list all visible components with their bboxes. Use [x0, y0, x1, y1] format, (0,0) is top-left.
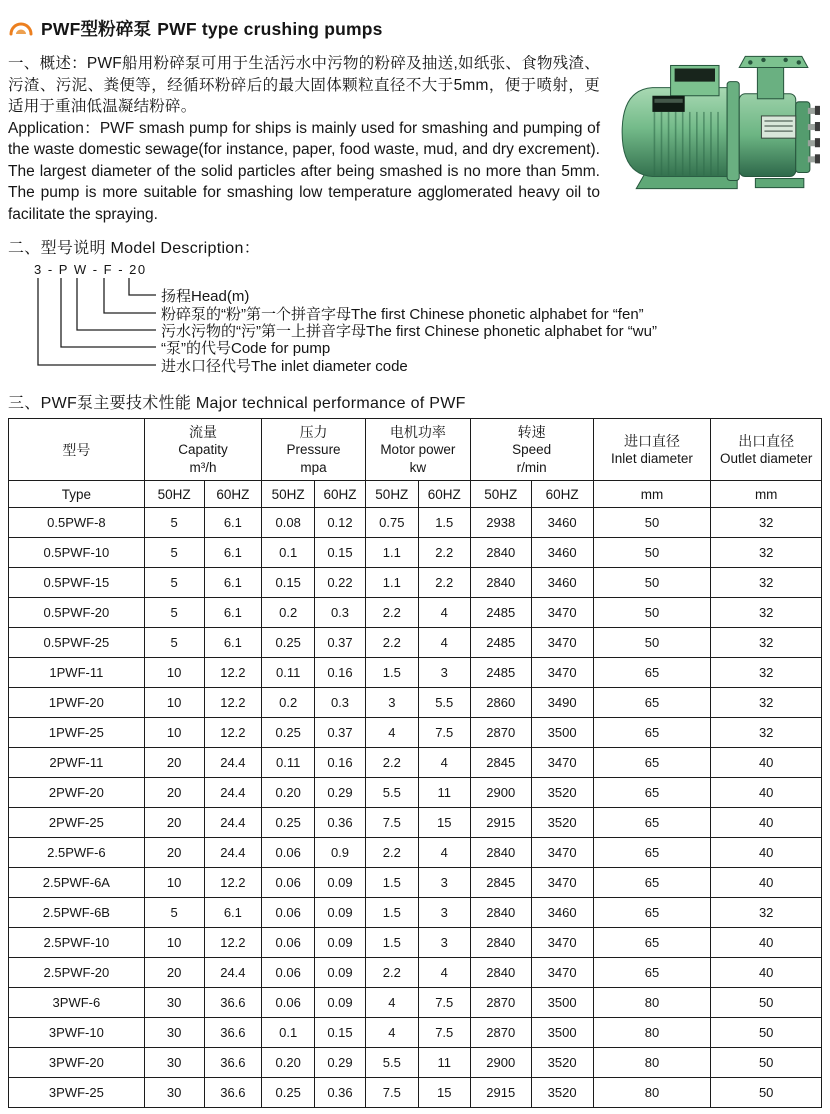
value-cell: 65	[593, 688, 711, 718]
table-row	[9, 928, 822, 958]
value-cell: 2900	[470, 778, 531, 808]
value-cell: 5.5	[365, 778, 418, 808]
model-cell: 0.5PWF-15	[9, 568, 145, 598]
value-cell: 30	[144, 1018, 204, 1048]
value-cell: 3460	[531, 508, 593, 538]
value-cell: 24.4	[204, 958, 262, 988]
value-cell: 50	[593, 628, 711, 658]
value-cell: 7.5	[418, 718, 470, 748]
value-cell: 0.08	[262, 508, 315, 538]
value-cell: 12.2	[204, 868, 262, 898]
model-cell: 2.5PWF-20	[9, 958, 145, 988]
value-cell: 2870	[470, 988, 531, 1018]
performance-table	[8, 418, 822, 1108]
value-cell: 10	[144, 718, 204, 748]
value-cell: 2.2	[365, 958, 418, 988]
value-cell: 20	[144, 808, 204, 838]
value-cell: 40	[711, 778, 822, 808]
value-cell: 0.15	[315, 538, 366, 568]
value-cell: 80	[593, 988, 711, 1018]
value-cell: 50	[711, 1018, 822, 1048]
value-cell: 5	[144, 598, 204, 628]
value-cell: 40	[711, 928, 822, 958]
model-cell: 2PWF-11	[9, 748, 145, 778]
value-cell: 0.3	[315, 688, 366, 718]
value-cell: 32	[711, 538, 822, 568]
value-cell: 2485	[470, 658, 531, 688]
table-row	[9, 868, 822, 898]
model-code-label-pump: “泵”的代号Code for pump	[161, 340, 331, 357]
value-cell: 0.3	[315, 598, 366, 628]
value-cell: 50	[593, 508, 711, 538]
value-cell: 65	[593, 838, 711, 868]
subheader-50hz: 50HZ	[470, 481, 531, 508]
table-subheader-row	[9, 481, 822, 508]
value-cell: 2840	[470, 898, 531, 928]
value-cell: 65	[593, 658, 711, 688]
value-cell: 0.2	[262, 598, 315, 628]
page-title	[41, 16, 383, 41]
value-cell: 2.2	[418, 538, 470, 568]
table-row	[9, 838, 822, 868]
value-cell: 3460	[531, 538, 593, 568]
value-cell: 3470	[531, 868, 593, 898]
value-cell: 0.22	[315, 568, 366, 598]
value-cell: 12.2	[204, 928, 262, 958]
value-cell: 2860	[470, 688, 531, 718]
overview-text-zh: 一、概述：PWF船用粉碎泵可用于生活污水中污物的粉碎及抽送,如纸张、食物残渣、污渣、污泥、粪便等，经循环粉碎后的最大固体颗粒直径不大于5mm，便于喷射，更适用于重油低温凝结粉碎。	[8, 55, 600, 115]
model-code-label-wu: 污水污物的“污”第一上拼音字母The first Chinese phonetic alphabet for “wu”	[161, 323, 657, 340]
value-cell: 20	[144, 778, 204, 808]
value-cell: 2900	[470, 1048, 531, 1078]
value-cell: 36.6	[204, 1078, 262, 1108]
value-cell: 0.37	[315, 718, 366, 748]
table-row	[9, 598, 822, 628]
pump-image	[608, 53, 822, 197]
model-cell: 2.5PWF-6A	[9, 868, 145, 898]
value-cell: 7.5	[365, 808, 418, 838]
value-cell: 50	[593, 598, 711, 628]
value-cell: 0.09	[315, 928, 366, 958]
value-cell: 0.09	[315, 958, 366, 988]
value-cell: 5	[144, 898, 204, 928]
value-cell: 50	[711, 1078, 822, 1108]
value-cell: 4	[418, 748, 470, 778]
value-cell: 1.5	[365, 658, 418, 688]
model-cell: 3PWF-25	[9, 1078, 145, 1108]
value-cell: 0.9	[315, 838, 366, 868]
value-cell: 6.1	[204, 598, 262, 628]
model-description-section	[8, 235, 822, 380]
value-cell: 65	[593, 868, 711, 898]
value-cell: 11	[418, 1048, 470, 1078]
value-cell: 36.6	[204, 1018, 262, 1048]
value-cell: 24.4	[204, 748, 262, 778]
group-header-outlet-diameter: 出口直径 Outlet diameter	[711, 419, 822, 481]
value-cell: 80	[593, 1078, 711, 1108]
value-cell: 0.25	[262, 718, 315, 748]
value-cell: 3490	[531, 688, 593, 718]
model-cell: 1PWF-20	[9, 688, 145, 718]
value-cell: 3	[418, 928, 470, 958]
value-cell: 0.11	[262, 748, 315, 778]
value-cell: 10	[144, 928, 204, 958]
value-cell: 36.6	[204, 988, 262, 1018]
value-cell: 2.2	[365, 628, 418, 658]
subheader-60hz: 60HZ	[315, 481, 366, 508]
model-cell: 0.5PWF-25	[9, 628, 145, 658]
value-cell: 32	[711, 688, 822, 718]
value-cell: 5	[144, 538, 204, 568]
subheader-60hz: 60HZ	[418, 481, 470, 508]
value-cell: 3470	[531, 598, 593, 628]
value-cell: 80	[593, 1048, 711, 1078]
performance-section	[8, 390, 822, 1108]
subheader-60hz: 60HZ	[531, 481, 593, 508]
value-cell: 0.11	[262, 658, 315, 688]
value-cell: 10	[144, 658, 204, 688]
value-cell: 1.1	[365, 568, 418, 598]
model-cell: 3PWF-6	[9, 988, 145, 1018]
value-cell: 0.15	[262, 568, 315, 598]
value-cell: 0.36	[315, 1078, 366, 1108]
group-header-capacity: 流量 Capatity m³/h	[144, 419, 261, 481]
value-cell: 2870	[470, 718, 531, 748]
value-cell: 50	[711, 1048, 822, 1078]
value-cell: 24.4	[204, 808, 262, 838]
value-cell: 0.06	[262, 988, 315, 1018]
table-row	[9, 1078, 822, 1108]
value-cell: 32	[711, 598, 822, 628]
model-cell: 1PWF-25	[9, 718, 145, 748]
page-header	[8, 16, 822, 41]
value-cell: 0.06	[262, 838, 315, 868]
model-cell: 0.5PWF-8	[9, 508, 145, 538]
value-cell: 50	[593, 538, 711, 568]
value-cell: 0.37	[315, 628, 366, 658]
model-code-label-inlet: 进水口径代号The inlet diameter code	[161, 358, 408, 375]
value-cell: 0.25	[262, 1078, 315, 1108]
model-code-label-head: 扬程Head(m)	[161, 288, 250, 305]
value-cell: 65	[593, 718, 711, 748]
value-cell: 4	[418, 628, 470, 658]
model-cell: 3PWF-20	[9, 1048, 145, 1078]
model-cell: 0.5PWF-10	[9, 538, 145, 568]
value-cell: 30	[144, 988, 204, 1018]
value-cell: 3460	[531, 898, 593, 928]
table-row	[9, 988, 822, 1018]
value-cell: 2840	[470, 538, 531, 568]
value-cell: 5	[144, 508, 204, 538]
value-cell: 3500	[531, 988, 593, 1018]
value-cell: 36.6	[204, 1048, 262, 1078]
value-cell: 2915	[470, 1078, 531, 1108]
model-description-heading: 二、型号说明 Model Description：	[8, 240, 260, 257]
value-cell: 1.5	[418, 508, 470, 538]
value-cell: 65	[593, 898, 711, 928]
value-cell: 20	[144, 748, 204, 778]
value-cell: 1.5	[365, 928, 418, 958]
subheader-mm: mm	[711, 481, 822, 508]
model-code-label-fen: 粉碎泵的“粉”第一个拼音字母The first Chinese phonetic alphabet for “fen”	[161, 306, 644, 323]
value-cell: 24.4	[204, 838, 262, 868]
value-cell: 3470	[531, 838, 593, 868]
value-cell: 20	[144, 958, 204, 988]
table-row	[9, 808, 822, 838]
value-cell: 2938	[470, 508, 531, 538]
value-cell: 0.15	[315, 1018, 366, 1048]
group-header-speed: 转速 Speed r/min	[470, 419, 593, 481]
model-cell: 2PWF-20	[9, 778, 145, 808]
table-row	[9, 898, 822, 928]
value-cell: 6.1	[204, 628, 262, 658]
value-cell: 3470	[531, 748, 593, 778]
table-row	[9, 958, 822, 988]
value-cell: 0.06	[262, 868, 315, 898]
value-cell: 2840	[470, 568, 531, 598]
value-cell: 0.20	[262, 1048, 315, 1078]
value-cell: 0.25	[262, 628, 315, 658]
table-row	[9, 748, 822, 778]
value-cell: 4	[365, 1018, 418, 1048]
value-cell: 32	[711, 658, 822, 688]
value-cell: 2485	[470, 628, 531, 658]
value-cell: 5.5	[418, 688, 470, 718]
overview-text-en: Application：PWF smash pump for ships is mainly used for smashing and pumping of the waste domestic sewage(for instance, paper, food waste, mud, and dry excrement). The largest diameter of the solid particles after being smashed is no more than 5mm. The pump is more suitable for smashing low temperature agglomerated heavy oil to facilitate the spraying.	[8, 119, 600, 223]
value-cell: 4	[418, 838, 470, 868]
value-cell: 7.5	[418, 1018, 470, 1048]
value-cell: 40	[711, 838, 822, 868]
value-cell: 0.36	[315, 808, 366, 838]
value-cell: 1.5	[365, 868, 418, 898]
model-cell: 0.5PWF-20	[9, 598, 145, 628]
value-cell: 2840	[470, 958, 531, 988]
value-cell: 2915	[470, 808, 531, 838]
value-cell: 0.06	[262, 898, 315, 928]
table-row	[9, 628, 822, 658]
value-cell: 3520	[531, 1048, 593, 1078]
value-cell: 0.29	[315, 778, 366, 808]
value-cell: 32	[711, 898, 822, 928]
value-cell: 1.5	[365, 898, 418, 928]
performance-heading: 三、PWF泵主要技术性能 Major technical performance of PWF	[8, 395, 466, 412]
value-cell: 6.1	[204, 898, 262, 928]
value-cell: 40	[711, 808, 822, 838]
table-row	[9, 688, 822, 718]
value-cell: 0.09	[315, 988, 366, 1018]
value-cell: 24.4	[204, 778, 262, 808]
value-cell: 0.12	[315, 508, 366, 538]
value-cell: 3520	[531, 808, 593, 838]
value-cell: 15	[418, 808, 470, 838]
value-cell: 0.16	[315, 658, 366, 688]
table-row	[9, 1018, 822, 1048]
model-cell: 3PWF-10	[9, 1018, 145, 1048]
group-header-motor-power: 电机功率 Motor power kw	[365, 419, 470, 481]
value-cell: 30	[144, 1048, 204, 1078]
model-cell: 2PWF-25	[9, 808, 145, 838]
group-header-inlet-diameter: 进口直径 Inlet diameter	[593, 419, 711, 481]
value-cell: 3	[418, 868, 470, 898]
subheader-50hz: 50HZ	[262, 481, 315, 508]
value-cell: 0.2	[262, 688, 315, 718]
subheader-type: Type	[9, 481, 145, 508]
page-title-en: PWF type crushing pumps	[157, 19, 383, 39]
value-cell: 4	[365, 718, 418, 748]
value-cell: 0.09	[315, 898, 366, 928]
overview-section	[8, 53, 822, 225]
value-cell: 3470	[531, 928, 593, 958]
value-cell: 0.06	[262, 958, 315, 988]
value-cell: 0.1	[262, 1018, 315, 1048]
model-cell: 2.5PWF-6B	[9, 898, 145, 928]
group-header-pressure: 压力 Pressure mpa	[262, 419, 366, 481]
value-cell: 5.5	[365, 1048, 418, 1078]
value-cell: 50	[593, 568, 711, 598]
table-row	[9, 568, 822, 598]
value-cell: 65	[593, 928, 711, 958]
value-cell: 2.2	[365, 838, 418, 868]
value-cell: 0.1	[262, 538, 315, 568]
model-code-diagram	[28, 262, 822, 380]
value-cell: 80	[593, 1018, 711, 1048]
value-cell: 12.2	[204, 718, 262, 748]
value-cell: 3520	[531, 1078, 593, 1108]
value-cell: 65	[593, 778, 711, 808]
value-cell: 5	[144, 628, 204, 658]
value-cell: 40	[711, 958, 822, 988]
value-cell: 2845	[470, 748, 531, 778]
value-cell: 3	[365, 688, 418, 718]
model-cell: 1PWF-11	[9, 658, 145, 688]
value-cell: 0.29	[315, 1048, 366, 1078]
subheader-50hz: 50HZ	[144, 481, 204, 508]
value-cell: 30	[144, 1078, 204, 1108]
model-cell: 2.5PWF-10	[9, 928, 145, 958]
value-cell: 0.06	[262, 928, 315, 958]
value-cell: 2485	[470, 598, 531, 628]
value-cell: 2840	[470, 838, 531, 868]
model-code: 3 - P W - F - 20	[34, 262, 147, 277]
value-cell: 6.1	[204, 568, 262, 598]
subheader-50hz: 50HZ	[365, 481, 418, 508]
model-cell: 2.5PWF-6	[9, 838, 145, 868]
value-cell: 3460	[531, 568, 593, 598]
table-row	[9, 508, 822, 538]
table-row	[9, 718, 822, 748]
value-cell: 12.2	[204, 658, 262, 688]
value-cell: 0.75	[365, 508, 418, 538]
value-cell: 3	[418, 898, 470, 928]
value-cell: 4	[365, 988, 418, 1018]
value-cell: 4	[418, 958, 470, 988]
value-cell: 3470	[531, 958, 593, 988]
table-row	[9, 1048, 822, 1078]
value-cell: 40	[711, 748, 822, 778]
table-row	[9, 778, 822, 808]
value-cell: 15	[418, 1078, 470, 1108]
value-cell: 2.2	[365, 748, 418, 778]
value-cell: 2870	[470, 1018, 531, 1048]
value-cell: 11	[418, 778, 470, 808]
value-cell: 7.5	[365, 1078, 418, 1108]
value-cell: 32	[711, 568, 822, 598]
value-cell: 65	[593, 958, 711, 988]
value-cell: 32	[711, 508, 822, 538]
value-cell: 10	[144, 688, 204, 718]
value-cell: 3470	[531, 658, 593, 688]
value-cell: 6.1	[204, 508, 262, 538]
value-cell: 12.2	[204, 688, 262, 718]
value-cell: 2845	[470, 868, 531, 898]
value-cell: 32	[711, 628, 822, 658]
table-row	[9, 658, 822, 688]
value-cell: 0.25	[262, 808, 315, 838]
value-cell: 2.2	[418, 568, 470, 598]
value-cell: 65	[593, 808, 711, 838]
value-cell: 2840	[470, 928, 531, 958]
value-cell: 2.2	[365, 598, 418, 628]
value-cell: 0.16	[315, 748, 366, 778]
value-cell: 4	[418, 598, 470, 628]
value-cell: 3	[418, 658, 470, 688]
subheader-mm: mm	[593, 481, 711, 508]
value-cell: 65	[593, 748, 711, 778]
value-cell: 40	[711, 868, 822, 898]
value-cell: 1.1	[365, 538, 418, 568]
performance-table-body	[9, 508, 822, 1108]
value-cell: 20	[144, 838, 204, 868]
value-cell: 6.1	[204, 538, 262, 568]
value-cell: 3470	[531, 628, 593, 658]
group-header-type: 型号	[9, 419, 145, 481]
value-cell: 7.5	[418, 988, 470, 1018]
value-cell: 5	[144, 568, 204, 598]
table-group-header-row	[9, 419, 822, 481]
page-title-zh: PWF型粉碎泵	[41, 19, 152, 39]
value-cell: 0.20	[262, 778, 315, 808]
pump-photo	[608, 53, 822, 197]
brand-arc-icon	[8, 20, 34, 38]
subheader-60hz: 60HZ	[204, 481, 262, 508]
value-cell: 3500	[531, 718, 593, 748]
value-cell: 32	[711, 718, 822, 748]
value-cell: 3500	[531, 1018, 593, 1048]
value-cell: 0.09	[315, 868, 366, 898]
value-cell: 3520	[531, 778, 593, 808]
value-cell: 10	[144, 868, 204, 898]
table-row	[9, 538, 822, 568]
value-cell: 50	[711, 988, 822, 1018]
